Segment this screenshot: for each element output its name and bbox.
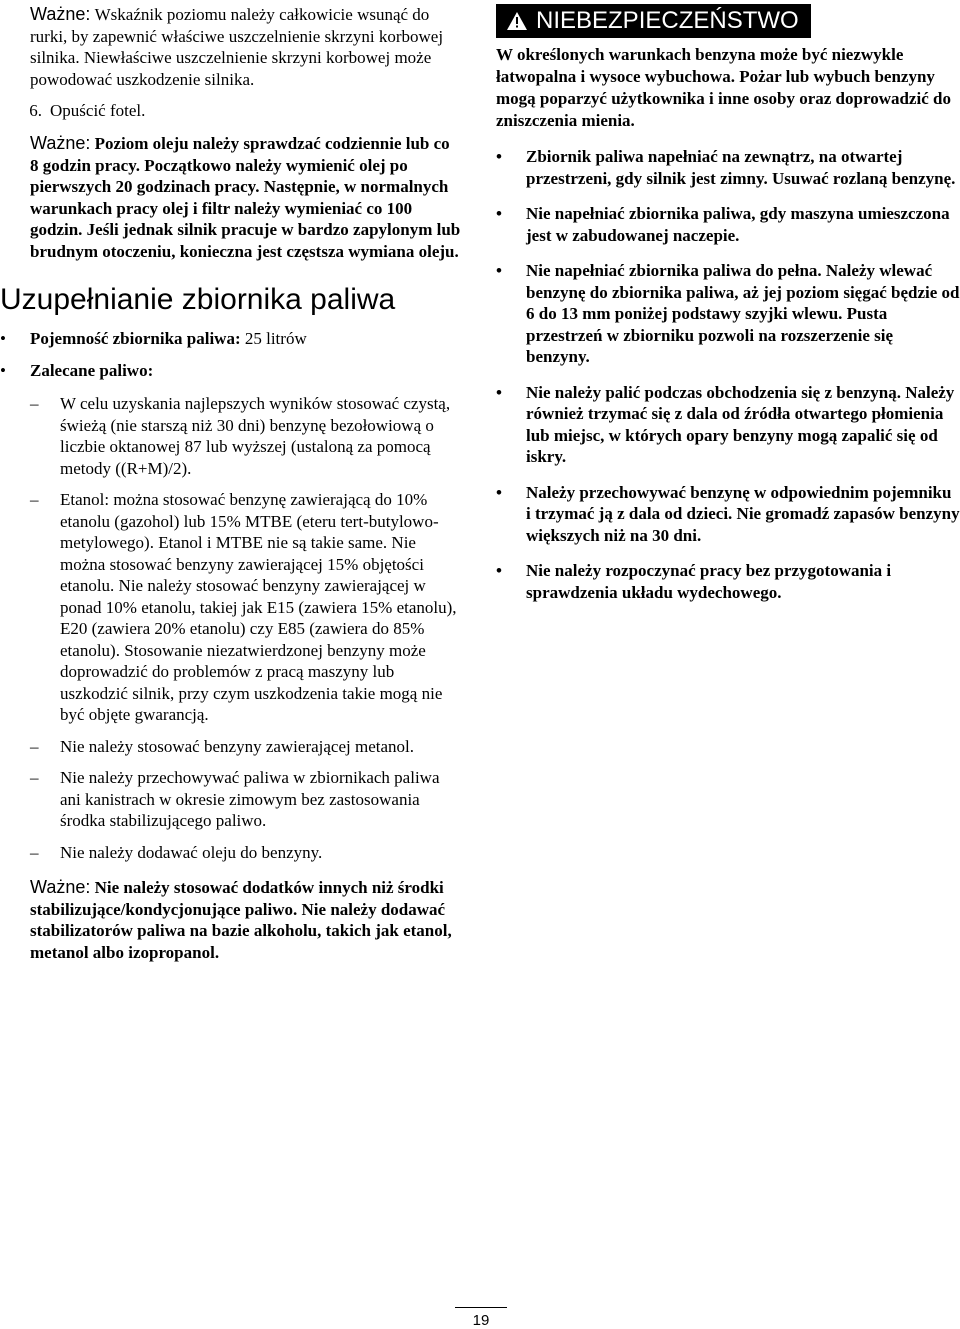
item-text: Nie należy rozpoczynać pracy bez przygotowania i sprawdzenia układu wydechowego.	[526, 561, 892, 602]
note-text: Nie należy stosować dodatków innych niż środki stabilizujące/kondycjonujące paliwo. Nie należy dodawać stabilizatorów paliwa na bazie alkoholu, takich jak etanol, metanol albo izopropanol.	[30, 878, 452, 962]
section-title: Uzupełnianie zbiornika paliwa	[0, 283, 396, 316]
important-note-dipstick	[0, 4, 462, 90]
step-text: Opuścić fotel.	[50, 101, 146, 120]
bullet-icon: •	[0, 360, 6, 380]
list-item	[0, 736, 462, 758]
item-text: Etanol: można stosować benzynę zawierającą do 10% etanolu (gazohol) lub 15% MTBE (eteru tert-butylowo-metylowego). Etanol i MTBE nie są takie same. Nie można stosować benzyny zawierającej 15% objętości etanolu. Nie należy stosować benzyny zawierającej w ponad 10% etanolu, takiej jak E15 (zawiera 15% etanolu), E20 (zawiera 20% etanolu) czy E85 (zawiera do 85% etanolu). Stosowanie niezatwierdzonej benzyny może doprowadzić do problemów z pracą maszyny lub uszkodzić silnik, przy czym uszkodzenia takie mogą nie być objęte gwarancją.	[60, 490, 457, 724]
dash-icon: –	[30, 736, 39, 756]
dash-icon: –	[30, 490, 39, 509]
bullet-icon: •	[496, 482, 502, 502]
list-item	[496, 382, 960, 468]
important-label: Ważne:	[30, 133, 91, 153]
item-text: Należy przechowywać benzynę w odpowiednim pojemniku i trzymać ją z dala od dzieci. Nie gromadź zapasów benzyny większych niż na 30 dni.	[526, 482, 960, 545]
item-text: Nie należy przechowywać paliwa w zbiornikach paliwa ani kanistrach w okresie zimowym bez zastosowania środka stabilizującego paliwo.	[60, 768, 440, 830]
list-item	[496, 260, 960, 368]
step-6	[0, 100, 462, 121]
bullet-icon: •	[496, 261, 502, 280]
danger-title: NIEBEZPIECZEŃSTWO	[536, 7, 799, 34]
dash-icon: –	[30, 768, 39, 787]
fuel-recommendations-list	[0, 393, 462, 863]
danger-list	[496, 146, 960, 603]
list-item	[0, 360, 462, 382]
warning-triangle-icon	[506, 11, 528, 31]
list-item	[0, 393, 462, 479]
list-item	[496, 203, 960, 246]
page-number: 19	[472, 1312, 490, 1329]
fuel-specs-list	[0, 328, 462, 381]
important-note-oil	[0, 133, 462, 262]
item-text: Zbiornik paliwa napełniać na zewnątrz, na otwartej przestrzeni, gdy silnik jest zimny. Usuwać rozlaną benzynę.	[526, 147, 956, 188]
important-label: Ważne:	[30, 877, 91, 897]
bullet-icon: •	[496, 147, 502, 166]
note-text: Wskaźnik poziomu należy całkowicie wsunąć do rurki, by zapewnić właściwe uszczelnienie skrzyni korbowej silnika. Niewłaściwe uszczelnienie skrzyni korbowej może powodować uszkodzenie silnika.	[30, 5, 444, 89]
item-text: 25 litrów	[244, 329, 307, 348]
item-text: Nie napełniać zbiornika paliwa do pełna. Należy wlewać benzynę do zbiornika paliwa, aż jej poziom sięgać będzie od 6 do 13 mm poniżej podstawy szyjki wlewu. Pusta przestrzeń w zbiorniku pozwoli na rozszerzenie się benzyny.	[526, 261, 960, 366]
item-label: Zalecane paliwo:	[30, 360, 154, 380]
footer-divider	[455, 1307, 507, 1308]
list-item	[496, 146, 960, 189]
item-text: Nie napełniać zbiornika paliwa, gdy maszyna umieszczona jest w zabudowanej naczepie.	[526, 204, 950, 245]
danger-text: W określonych warunkach benzyna może być niezwykle łatwopalna i wysoce wybuchowa. Pożar lub wybuch benzyny mogą poparzyć użytkownika i inne osoby oraz doprowadzić do zniszczenia mienia.	[496, 45, 951, 130]
list-item	[0, 328, 462, 350]
bullet-icon: •	[496, 382, 502, 402]
item-label: Pojemność zbiornika paliwa:	[30, 329, 241, 348]
bullet-icon: •	[496, 561, 502, 580]
list-item	[0, 767, 462, 832]
list-item	[0, 842, 462, 864]
item-text: Nie należy palić podczas obchodzenia się z benzyną. Należy również trzymać się z dala od źródła otwartego płomienia lub miejsc, w których opary benzyny mogą zapalić się od iskry.	[526, 382, 955, 466]
important-label: Ważne:	[30, 4, 91, 24]
item-text: W celu uzyskania najlepszych wyników stosować czystą, świeżą (nie starszą niż 30 dni) benzynę bezołowiową o liczbie oktanowej 87 lub wyższej (ustaloną za pomocą metody ((R+M)/2).	[60, 394, 451, 478]
dash-icon: –	[30, 394, 39, 413]
right-column	[496, 0, 960, 603]
item-text: Nie należy dodawać oleju do benzyny.	[60, 842, 323, 862]
note-text: Poziom oleju należy sprawdzać codziennie lub co 8 godzin pracy. Początkowo należy wymienić olej po pierwszych 20 godzinach pracy. Następnie, w normalnych warunkach pracy olej i filtr należy wymieniać co 100 godzin. Jeśli jednak silnik pracuje w bardzo zapylonym lub brudnym otoczeniu, konieczna jest częstsza wymiana oleju.	[30, 134, 461, 261]
bullet-icon: •	[0, 329, 6, 348]
bullet-icon: •	[496, 204, 502, 223]
left-column	[0, 0, 462, 963]
important-note-additives	[0, 877, 462, 963]
danger-banner	[496, 4, 811, 38]
list-item	[496, 560, 960, 603]
step-number: 6.	[29, 101, 42, 120]
list-item	[0, 489, 462, 726]
item-text: Nie należy stosować benzyny zawierającej metanol.	[60, 736, 415, 756]
list-item	[496, 482, 960, 547]
dash-icon: –	[30, 842, 39, 862]
